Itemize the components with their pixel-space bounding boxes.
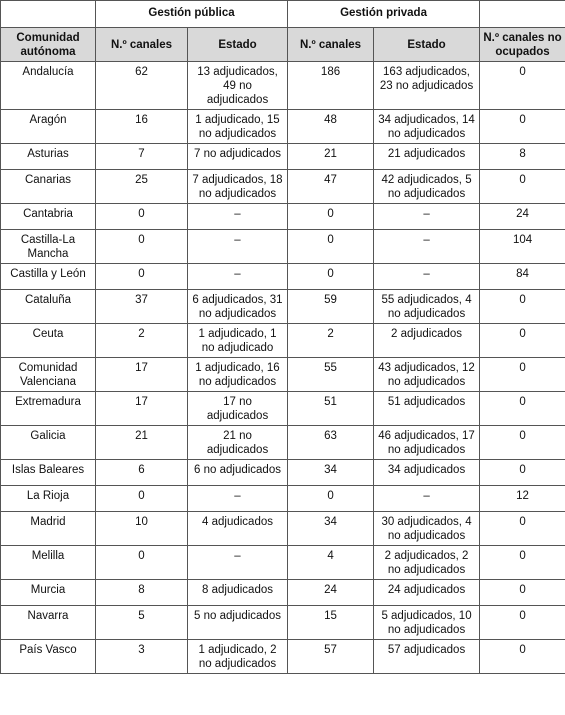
cell-no-ocupados: 0 [480,580,565,606]
cell-no-ocupados: 0 [480,426,565,460]
cell-comunidad: Ceuta [1,324,96,358]
table-row [1,640,565,674]
cell-canales-privada: 51 [288,392,374,426]
cell-comunidad: Murcia [1,580,96,606]
cell-comunidad: Cataluña [1,290,96,324]
cell-canales-publica: 25 [96,170,188,204]
cell-estado-privada: 55 adjudicados, 4 no adjudicados [374,290,480,324]
cell-comunidad: Galicia [1,426,96,460]
cell-canales-publica: 0 [96,264,188,290]
cell-canales-publica: 10 [96,512,188,546]
table-body [1,62,565,674]
cell-canales-publica: 21 [96,426,188,460]
cell-estado-privada: 2 adjudicados [374,324,480,358]
cell-canales-publica: 0 [96,546,188,580]
table-row [1,230,565,264]
cell-no-ocupados: 8 [480,144,565,170]
cell-canales-publica: 17 [96,358,188,392]
cell-estado-privada: 51 adjudicados [374,392,480,426]
cell-no-ocupados: 0 [480,324,565,358]
cell-canales-publica: 2 [96,324,188,358]
table-row [1,512,565,546]
cell-canales-publica: 7 [96,144,188,170]
cell-estado-privada: – [374,486,480,512]
header-gestion-publica: Gestión pública [96,1,288,28]
cell-comunidad: Madrid [1,512,96,546]
cell-canales-publica: 0 [96,486,188,512]
table-row [1,324,565,358]
cell-canales-publica: 6 [96,460,188,486]
cell-comunidad: Asturias [1,144,96,170]
cell-no-ocupados: 0 [480,290,565,324]
table-row [1,204,565,230]
cell-estado-publica: – [188,264,288,290]
cell-comunidad: Andalucía [1,62,96,110]
cell-comunidad: Melilla [1,546,96,580]
table-row [1,426,565,460]
cell-no-ocupados: 104 [480,230,565,264]
header-gestion-privada: Gestión privada [288,1,480,28]
header-empty-cell [480,1,565,28]
table-row [1,460,565,486]
cell-no-ocupados: 0 [480,640,565,674]
header-estado-privada: Estado [374,28,480,62]
cell-no-ocupados: 0 [480,110,565,144]
cell-estado-publica: – [188,546,288,580]
cell-no-ocupados: 0 [480,512,565,546]
table-row [1,580,565,606]
table-row [1,264,565,290]
cell-estado-privada: 5 adjudicados, 10 no adjudicados [374,606,480,640]
cell-estado-publica: – [188,230,288,264]
cell-canales-privada: 34 [288,512,374,546]
cell-estado-publica: – [188,486,288,512]
cell-estado-publica: 6 no adjudicados [188,460,288,486]
cell-estado-privada: 30 adjudicados, 4 no adjudicados [374,512,480,546]
cell-estado-publica: 1 adjudicado, 2 no adjudicados [188,640,288,674]
table-row [1,62,565,110]
table-row [1,110,565,144]
cell-estado-privada: 42 adjudicados, 5 no adjudicados [374,170,480,204]
cell-comunidad: Castilla y León [1,264,96,290]
cell-canales-privada: 47 [288,170,374,204]
cell-no-ocupados: 0 [480,392,565,426]
cell-estado-publica: – [188,204,288,230]
cell-canales-privada: 186 [288,62,374,110]
cell-comunidad: Cantabria [1,204,96,230]
cell-estado-publica: 5 no adjudicados [188,606,288,640]
cell-canales-privada: 48 [288,110,374,144]
cell-canales-privada: 55 [288,358,374,392]
cell-no-ocupados: 0 [480,546,565,580]
cell-estado-publica: 4 adjudicados [188,512,288,546]
cell-comunidad: Aragón [1,110,96,144]
cell-comunidad: Extremadura [1,392,96,426]
cell-estado-publica: 7 adjudicados, 18 no adjudicados [188,170,288,204]
cell-estado-privada: 46 adjudicados, 17 no adjudicados [374,426,480,460]
cell-estado-privada: – [374,264,480,290]
cell-no-ocupados: 0 [480,358,565,392]
cell-comunidad: Navarra [1,606,96,640]
header-column-row [1,28,565,62]
cell-canales-publica: 17 [96,392,188,426]
header-estado-publica: Estado [188,28,288,62]
table-row [1,290,565,324]
header-group-row [1,1,565,28]
cell-estado-privada: – [374,230,480,264]
cell-canales-privada: 0 [288,264,374,290]
cell-comunidad: La Rioja [1,486,96,512]
cell-comunidad: País Vasco [1,640,96,674]
cell-estado-privada: 43 adjudicados, 12 no adjudicados [374,358,480,392]
cell-estado-publica: 1 adjudicado, 1 no adjudicado [188,324,288,358]
table-row [1,486,565,512]
cell-estado-privada: 57 adjudicados [374,640,480,674]
cell-no-ocupados: 0 [480,606,565,640]
cell-comunidad: Castilla-La Mancha [1,230,96,264]
cell-canales-publica: 5 [96,606,188,640]
cell-canales-publica: 16 [96,110,188,144]
cell-canales-privada: 4 [288,546,374,580]
cell-estado-privada: 34 adjudicados, 14 no adjudicados [374,110,480,144]
cell-estado-publica: 13 adjudicados, 49 no adjudicados [188,62,288,110]
table-header [1,1,565,62]
cell-no-ocupados: 12 [480,486,565,512]
cell-estado-publica: 6 adjudicados, 31 no adjudicados [188,290,288,324]
cell-estado-publica: 8 adjudicados [188,580,288,606]
cell-no-ocupados: 84 [480,264,565,290]
cell-canales-privada: 34 [288,460,374,486]
cell-no-ocupados: 0 [480,62,565,110]
table-row [1,170,565,204]
cell-estado-publica: 7 no adjudicados [188,144,288,170]
cell-comunidad: Islas Baleares [1,460,96,486]
header-no-ocupados: N.º canales no ocupados [480,28,565,62]
table-row [1,606,565,640]
cell-canales-privada: 24 [288,580,374,606]
cell-estado-privada: – [374,204,480,230]
cell-canales-privada: 57 [288,640,374,674]
cell-no-ocupados: 0 [480,460,565,486]
cell-canales-publica: 0 [96,204,188,230]
cell-canales-publica: 37 [96,290,188,324]
header-comunidad: Comunidad autónoma [1,28,96,62]
cell-estado-privada: 34 adjudicados [374,460,480,486]
cell-estado-publica: 17 no adjudicados [188,392,288,426]
cell-estado-privada: 163 adjudicados, 23 no adjudicados [374,62,480,110]
cell-canales-privada: 21 [288,144,374,170]
cell-canales-privada: 2 [288,324,374,358]
table-row [1,546,565,580]
cell-canales-privada: 0 [288,230,374,264]
cell-canales-privada: 0 [288,204,374,230]
cell-canales-publica: 3 [96,640,188,674]
cell-estado-publica: 1 adjudicado, 15 no adjudicados [188,110,288,144]
cell-comunidad: Comunidad Valenciana [1,358,96,392]
cell-estado-publica: 21 no adjudicados [188,426,288,460]
cell-canales-publica: 62 [96,62,188,110]
cell-estado-privada: 2 adjudicados, 2 no adjudicados [374,546,480,580]
cell-canales-privada: 0 [288,486,374,512]
cell-canales-privada: 59 [288,290,374,324]
header-empty-cell [1,1,96,28]
table-row [1,392,565,426]
header-canales-privada: N.º canales [288,28,374,62]
cell-canales-publica: 0 [96,230,188,264]
cell-estado-publica: 1 adjudicado, 16 no adjudicados [188,358,288,392]
cell-estado-privada: 24 adjudicados [374,580,480,606]
cell-canales-privada: 15 [288,606,374,640]
table-row [1,144,565,170]
cell-comunidad: Canarias [1,170,96,204]
header-canales-publica: N.º canales [96,28,188,62]
cell-no-ocupados: 0 [480,170,565,204]
cell-canales-privada: 63 [288,426,374,460]
cell-canales-publica: 8 [96,580,188,606]
cell-no-ocupados: 24 [480,204,565,230]
cell-estado-privada: 21 adjudicados [374,144,480,170]
table-row [1,358,565,392]
